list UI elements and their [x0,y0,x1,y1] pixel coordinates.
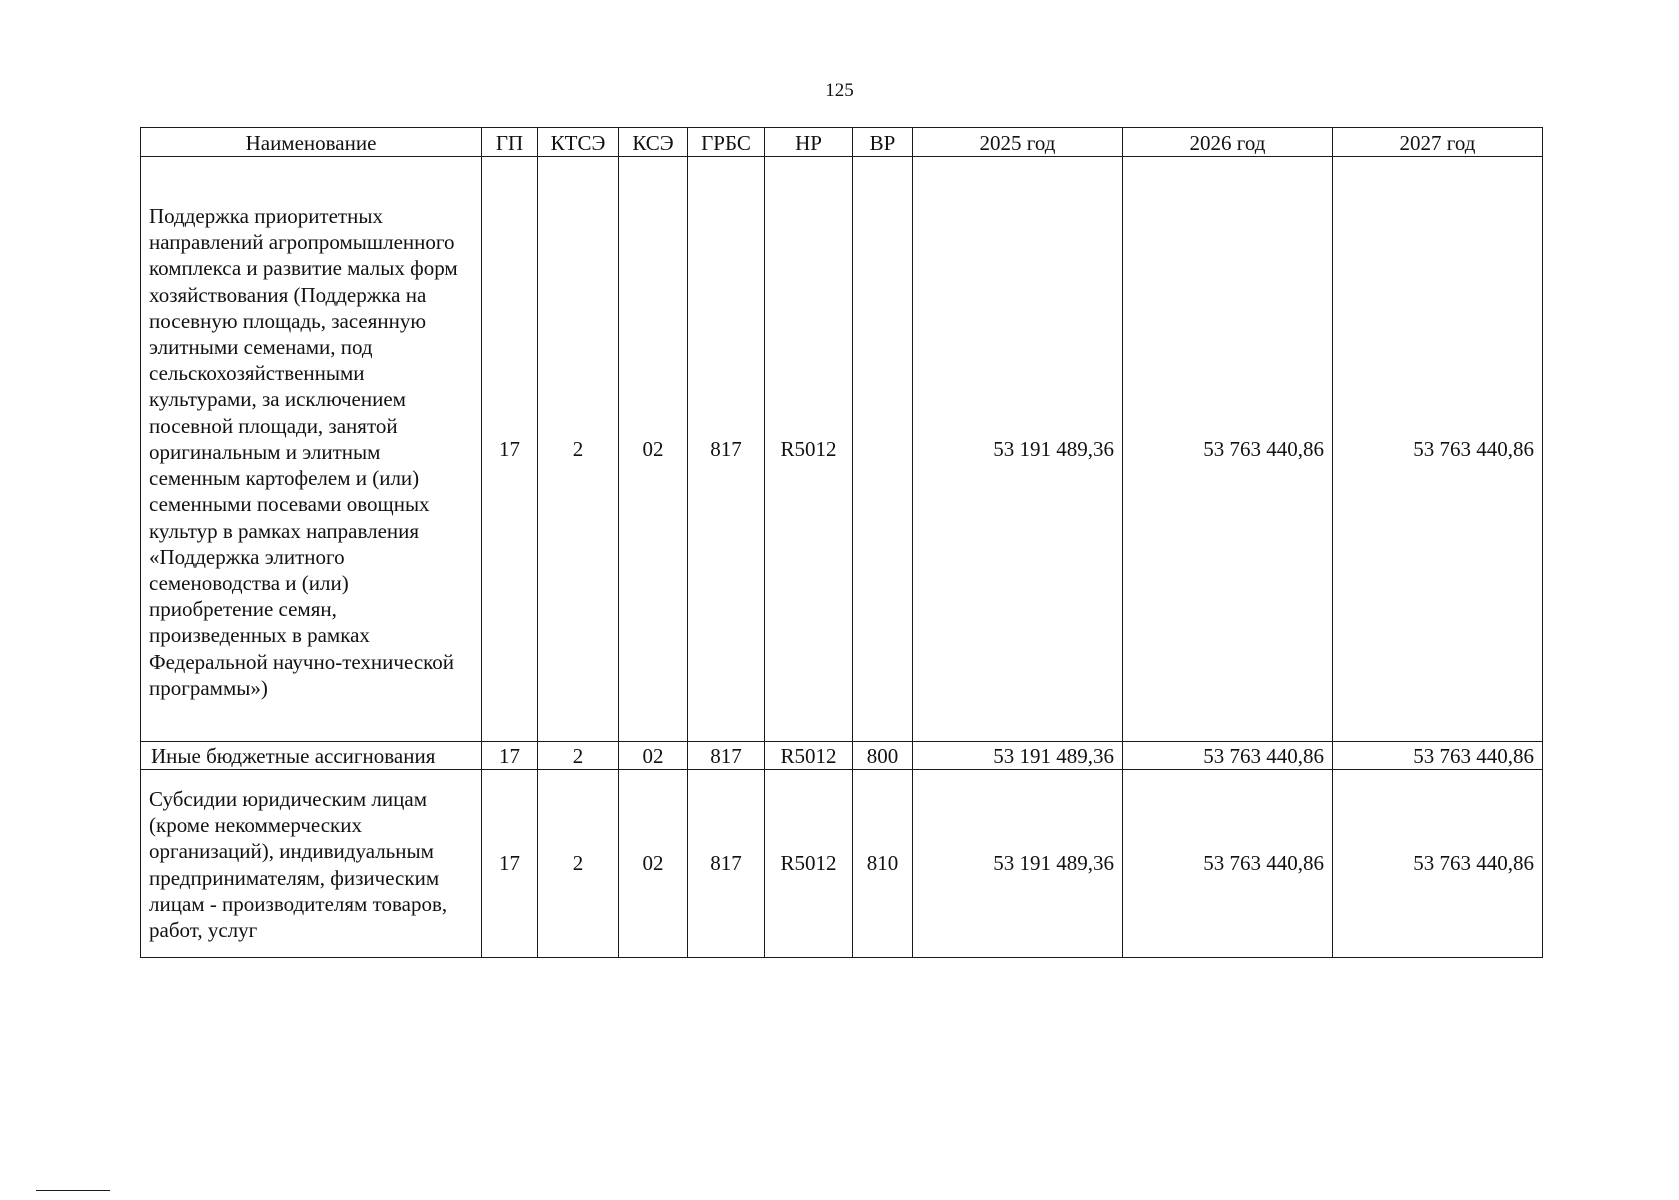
cell-vr [853,157,913,742]
cell-name: Субсидии юридическим лицам (кроме некоммерческих организаций), индивидуальным предпринимателям, физическим лицам - производителям товаров, работ, услуг [141,770,482,958]
budget-table [140,127,1543,958]
header-kse: КСЭ [619,128,688,157]
cell-kse: 02 [619,770,688,958]
cell-name: Поддержка приоритетных направлений агропромышленного комплекса и развитие малых форм хозяйствования (Поддержка на посевную площадь, засеянную элитными семенами, под сельскохозяйственными культурами, за исключением посевной площади, занятой оригинальным и элитным семенным картофелем и (или) семенными посевами овощных культур в рамках направления «Поддержка элитного семеноводства и (или) приобретение семян, произведенных в рамках Федеральной научно-технической программы») [141,157,482,742]
page-number: 125 [825,80,854,101]
cell-grbs: 817 [688,770,765,958]
table-row [141,157,1543,742]
header-ktse: КТСЭ [538,128,619,157]
cell-kse: 02 [619,157,688,742]
cell-2027: 53 763 440,86 [1333,157,1543,742]
header-2025: 2025 год [913,128,1123,157]
cell-gp: 17 [482,157,538,742]
cell-name: Иные бюджетные ассигнования [141,742,482,770]
cell-kse: 02 [619,742,688,770]
cell-2025: 53 191 489,36 [913,157,1123,742]
cell-ktse: 2 [538,770,619,958]
cell-ktse: 2 [538,157,619,742]
table-row [141,770,1543,958]
cell-nr: R5012 [765,742,853,770]
header-2026: 2026 год [1123,128,1333,157]
cell-grbs: 817 [688,157,765,742]
header-vr: ВР [853,128,913,157]
header-nr: НР [765,128,853,157]
table-row [141,742,1543,770]
header-gp: ГП [482,128,538,157]
cell-grbs: 817 [688,742,765,770]
cell-2025: 53 191 489,36 [913,742,1123,770]
cell-gp: 17 [482,742,538,770]
header-2027: 2027 год [1333,128,1543,157]
cell-ktse: 2 [538,742,619,770]
cell-2026: 53 763 440,86 [1123,742,1333,770]
table-header-row [141,128,1543,157]
cell-2025: 53 191 489,36 [913,770,1123,958]
header-grbs: ГРБС [688,128,765,157]
cell-2027: 53 763 440,86 [1333,770,1543,958]
cell-vr: 800 [853,742,913,770]
cell-2026: 53 763 440,86 [1123,157,1333,742]
header-name: Наименование [141,128,482,157]
cell-vr: 810 [853,770,913,958]
cell-gp: 17 [482,770,538,958]
cell-2026: 53 763 440,86 [1123,770,1333,958]
cell-2027: 53 763 440,86 [1333,742,1543,770]
footnote-rule [36,1190,110,1191]
cell-nr: R5012 [765,157,853,742]
cell-nr: R5012 [765,770,853,958]
